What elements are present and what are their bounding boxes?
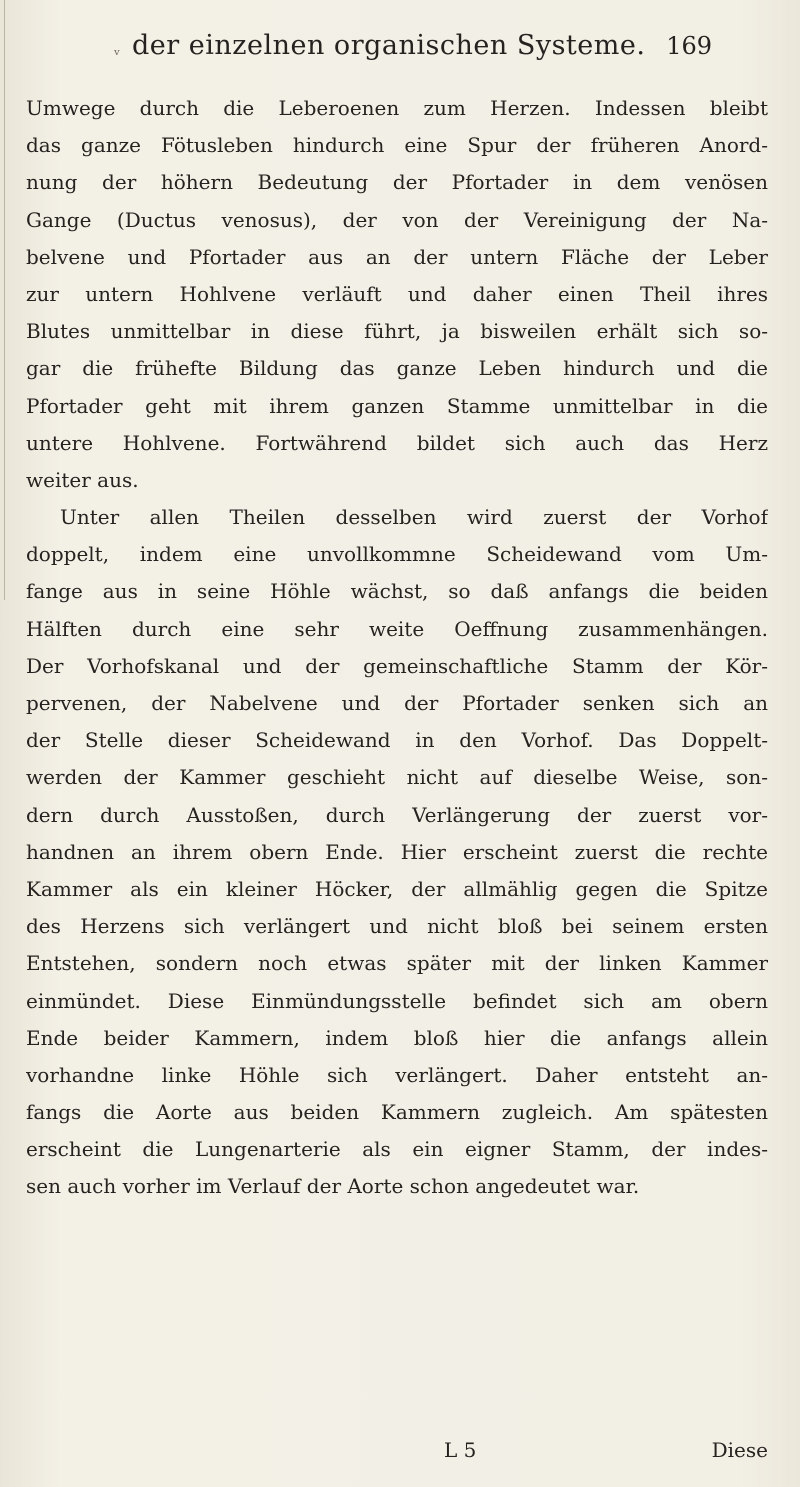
text-line: untere Hohlvene. Fortwährend bildet sich auch das Herz [26,430,768,455]
text-line: gar die frühefte Bildung das ganze Leben hindurch und die [26,356,768,381]
text-line: des Herzens sich verlängert und nicht bloß bei seinem ersten [26,914,768,939]
text-line: pervenen, der Nabelvene und der Pfortader senken sich an [26,691,768,715]
text-line: der Stelle dieser Scheidewand in den Vorhof. Das Doppelt- [26,728,768,753]
header-mark: ᵥ [114,40,120,59]
text-line: fangs die Aorte aus beiden Kammern zugleich. Am spätesten [26,1100,768,1125]
page-footer [26,1438,768,1468]
text-line: Entstehen, sondern noch etwas später mit der linken Kammer [26,951,768,976]
text-line: Pfortader geht mit ihrem ganzen Stamme unmittelbar in die [26,393,768,418]
page-gutter-line [4,0,5,600]
running-title: der einzelnen organischen Systeme. [132,30,646,61]
text-line: weiter aus. [26,467,139,492]
body-text [26,90,768,1206]
text-line: Ende beider Kammern, indem bloß hier die anfangs allein [26,1025,768,1050]
running-header [100,30,712,70]
catchword: Diese [711,1438,768,1462]
text-line: das ganze Fötusleben hindurch eine Spur der früheren Anord- [26,133,768,158]
text-line: nung der höhern Bedeutung der Pfortader in dem venösen [26,170,768,195]
text-line: werden der Kammer geschieht nicht auf dieselbe Weise, son- [26,765,768,790]
text-line: fange aus in seine Höhle wächst, so daß anfangs die beiden [26,579,768,604]
text-line: einmündet. Diese Einmündungsstelle befindet sich am obern [26,988,768,1013]
text-line: Kammer als ein kleiner Höcker, der allmählig gegen die Spitze [26,876,768,901]
text-line: doppelt, indem eine unvollkommne Scheidewand vom Um- [26,542,768,567]
text-line: dern durch Ausstoßen, durch Verlängerung der zuerst vor- [26,802,768,827]
signature-mark: L 5 [444,1438,477,1462]
text-line: Blutes unmittelbar in diese führt, ja bisweilen erhält sich so- [26,319,768,344]
text-line: erscheint die Lungenarterie als ein eigner Stamm, der indes- [26,1137,768,1162]
text-line: sen auch vorher im Verlauf der Aorte schon angedeutet war. [26,1174,640,1199]
text-line: belvene und Pfortader aus an der untern Fläche der Leber [26,244,768,269]
text-line: Der Vorhofskanal und der gemeinschaftliche Stamm der Kör- [26,653,768,678]
text-line: handnen an ihrem obern Ende. Hier erscheint zuerst die rechte [26,839,768,864]
text-line: vorhandne linke Höhle sich verlängert. Daher entsteht an- [26,1062,768,1087]
text-line: Gange (Ductus venosus), der von der Vereinigung der Na- [26,207,768,232]
paragraph-start-line: Unter allen Theilen desselben wird zuerst der Vorhof [60,505,768,530]
text-line: Umwege durch die Leberoenen zum Herzen. Indessen bleibt [26,96,768,120]
text-line: zur untern Hohlvene verläuft und daher einen Theil ihres [26,281,768,306]
text-line: Hälften durch eine sehr weite Oeffnung zusammenhängen. [26,616,768,641]
page-number: 169 [666,32,712,60]
